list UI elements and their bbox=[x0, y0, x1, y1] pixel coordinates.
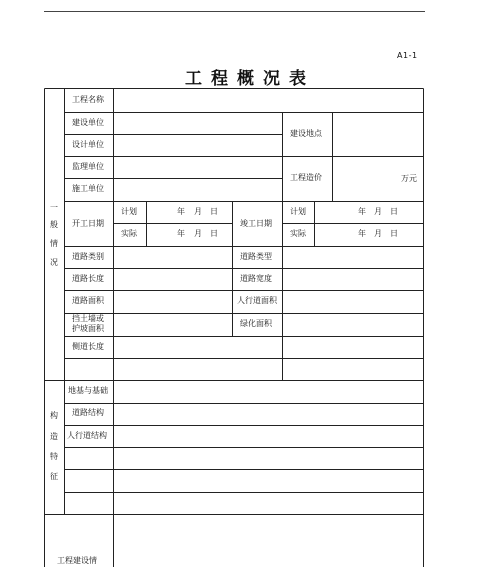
label-construction-status: 工程建设情 bbox=[57, 556, 97, 565]
label-road-type: 道路类型 bbox=[240, 252, 272, 261]
start-actual-month: 月 bbox=[194, 229, 202, 238]
label-foundation: 地基与基础 bbox=[68, 386, 108, 395]
section-label-general-1: 一 bbox=[50, 203, 58, 212]
page-title: 工程概况表 bbox=[185, 69, 315, 89]
label-road-width: 道路宽度 bbox=[240, 274, 272, 283]
section-label-structure-2: 造 bbox=[50, 432, 58, 441]
end-plan-year: 年 bbox=[358, 207, 366, 216]
label-sidewalk-structure: 人行道结构 bbox=[67, 431, 107, 440]
end-plan-month: 月 bbox=[374, 207, 382, 216]
start-plan-day: 日 bbox=[210, 207, 218, 216]
label-road-length: 道路长度 bbox=[72, 274, 104, 283]
section-label-structure-1: 构 bbox=[50, 411, 58, 420]
label-contractor: 施工单位 bbox=[72, 184, 104, 193]
section-label-general-4: 况 bbox=[50, 258, 58, 267]
section-label-general-3: 情 bbox=[50, 239, 58, 248]
label-end-actual: 实际 bbox=[290, 229, 306, 238]
label-builder: 建设单位 bbox=[72, 118, 104, 127]
label-retaining-line2: 护坡面积 bbox=[72, 324, 104, 333]
section-label-structure-3: 特 bbox=[50, 452, 58, 461]
end-actual-day: 日 bbox=[390, 229, 398, 238]
label-start-plan: 计划 bbox=[121, 207, 137, 216]
section-label-general-2: 般 bbox=[50, 220, 58, 229]
label-end-date: 竣工日期 bbox=[240, 219, 272, 228]
label-start-date: 开工日期 bbox=[72, 219, 104, 228]
label-designer: 设计单位 bbox=[72, 140, 104, 149]
start-plan-year: 年 bbox=[177, 207, 185, 216]
label-road-category: 道路类别 bbox=[72, 252, 104, 261]
label-sidewalk-area: 人行道面积 bbox=[237, 296, 277, 305]
start-actual-year: 年 bbox=[177, 229, 185, 238]
label-green-area: 绿化面积 bbox=[240, 319, 272, 328]
start-actual-day: 日 bbox=[210, 229, 218, 238]
section-label-structure-4: 征 bbox=[50, 472, 58, 481]
label-curb-length: 侧道长度 bbox=[72, 342, 104, 351]
label-cost: 工程造价 bbox=[290, 173, 322, 182]
label-project-name: 工程名称 bbox=[72, 95, 104, 104]
label-road-area: 道路面积 bbox=[72, 296, 104, 305]
label-location: 建设地点 bbox=[290, 129, 322, 138]
start-plan-month: 月 bbox=[194, 207, 202, 216]
end-plan-day: 日 bbox=[390, 207, 398, 216]
label-end-plan: 计划 bbox=[290, 207, 306, 216]
label-start-actual: 实际 bbox=[121, 229, 137, 238]
end-actual-month: 月 bbox=[374, 229, 382, 238]
label-road-structure: 道路结构 bbox=[72, 408, 104, 417]
form-code: A1-1 bbox=[397, 51, 418, 60]
label-supervisor: 监理单位 bbox=[72, 162, 104, 171]
label-cost-unit: 万元 bbox=[401, 174, 417, 183]
end-actual-year: 年 bbox=[358, 229, 366, 238]
label-retaining-line1: 挡土墙或 bbox=[72, 314, 104, 323]
